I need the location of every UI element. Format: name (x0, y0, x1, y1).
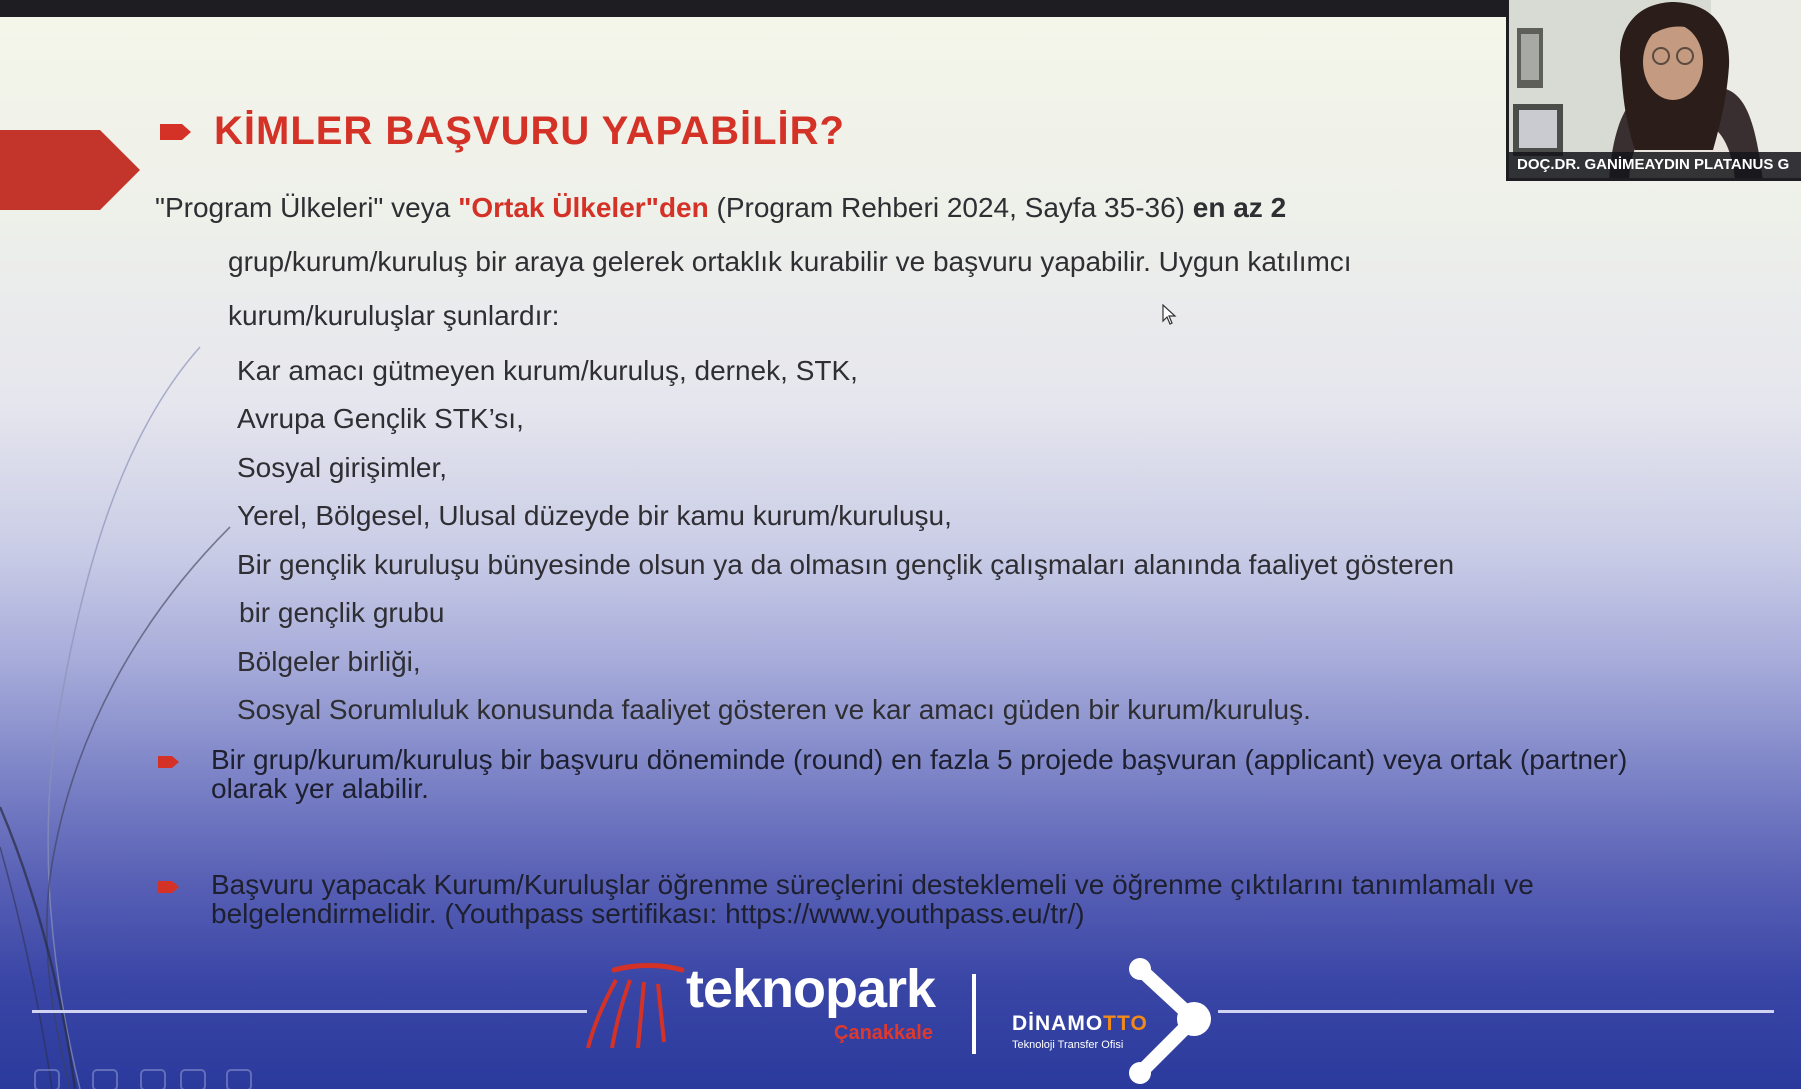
footer-divider-left (32, 1010, 587, 1013)
eligible-org-item: bir gençlik grubu (239, 597, 445, 628)
meeting-toolbar (0, 1057, 280, 1089)
footer-divider-right (1218, 1010, 1774, 1013)
eligible-org-item: Kar amacı gütmeyen kurum/kuruluş, dernek, STK, (237, 355, 858, 386)
participant-name-label: DOÇ.DR. GANİMEAYDIN PLATANUS G (1509, 152, 1801, 178)
eligible-org-item: Sosyal girişimler, (237, 452, 448, 483)
teknopark-logo (586, 959, 946, 1072)
intro-line-1: "Program Ülkeleri" veya "Ortak Ülkeler"den (Program Rehberi 2024, Sayfa 35-36) en az 2 (155, 192, 1287, 223)
chat-icon[interactable] (34, 1069, 60, 1089)
highlight-partner-countries: "Ortak Ülkeler"den (458, 192, 709, 223)
eligible-org-item: Yerel, Bölgesel, Ulusal düzeyde bir kamu kurum/kuruluşu, (237, 500, 952, 531)
arrow-bullet-icon (158, 754, 180, 770)
more-icon[interactable] (226, 1069, 252, 1089)
participant-video-tile[interactable] (1506, 0, 1801, 181)
bullet-youthpass: Başvuru yapacak Kurum/Kuruluşlar öğrenme süreçlerini desteklemeli ve öğrenme çıktılarını tanımlamalı ve belgelendirmelidir. (Youthpass sertifikası: https://www.youthpass.eu/tr/) (211, 869, 1534, 929)
teknopark-swoosh-icon (586, 962, 686, 1052)
intro-line-2: grup/kurum/kuruluş bir araya gelerek ortaklık kurabilir ve başvuru yapabilir. Uygun katılımcı (228, 246, 1352, 277)
slide-title-row (160, 109, 845, 154)
intro-line-3: kurum/kuruluşlar şunlardır: (228, 300, 560, 331)
teknopark-city: Çanakkale (834, 1022, 933, 1044)
eligible-org-item: Sosyal Sorumluluk konusunda faaliyet gösteren ve kar amacı güden bir kurum/kuruluş. (237, 694, 1311, 725)
red-arrow-tab (0, 130, 142, 210)
dinamotto-wordmark: DİNAMOTTO (1012, 1012, 1148, 1035)
eligible-org-item: Bir gençlik kuruluşu bünyesinde olsun ya da olmasın gençlik çalışmaları alanında faaliyet gösteren (237, 549, 1455, 580)
microphone-icon[interactable] (92, 1069, 118, 1089)
slide-title: KİMLER BAŞVURU YAPABİLİR? (214, 109, 845, 153)
teknopark-wordmark: teknopark (686, 959, 936, 1019)
eligible-org-item: Bölgeler birliği, (237, 646, 421, 677)
arrow-bullet-icon (158, 879, 180, 895)
logo-divider (972, 974, 976, 1054)
camera-icon[interactable] (180, 1069, 206, 1089)
dinamotto-subtitle: Teknoloji Transfer Ofisi (1012, 1039, 1124, 1051)
screen-share-icon[interactable] (140, 1069, 166, 1089)
highlight-min-count: en az 2 (1192, 192, 1287, 223)
dinamotto-logo (1010, 957, 1210, 1087)
arrow-bullet-icon (160, 122, 192, 142)
eligible-org-item: Avrupa Gençlik STK’sı, (237, 403, 524, 434)
bullet-round-limit: Bir grup/kurum/kuruluş bir başvuru döneminde (round) en fazla 5 projede başvuran (applicant) veya ortak (partner) olarak yer alabilir. (211, 744, 1628, 804)
mouse-pointer-icon (1162, 304, 1178, 326)
